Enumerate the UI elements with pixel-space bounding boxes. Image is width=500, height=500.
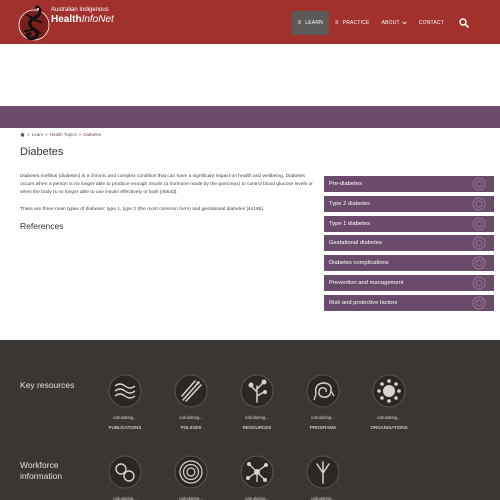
breadcrumb — [20, 132, 101, 137]
site-name-line2 — [51, 15, 114, 25]
watermark-icon — [468, 296, 490, 310]
workforce-item[interactable] — [298, 455, 348, 500]
topic-banner — [0, 106, 500, 128]
workforce-heading — [20, 460, 62, 482]
key-resources-heading: Key resources — [20, 380, 75, 390]
breadcrumb-separator: > — [27, 132, 30, 137]
workforce-item[interactable] — [166, 455, 216, 500]
search-button[interactable] — [450, 11, 476, 35]
main-nav — [292, 11, 476, 35]
programs-icon — [306, 374, 340, 408]
watermark-icon — [468, 177, 490, 191]
resource-count: calculating... — [377, 415, 401, 420]
site-footer — [0, 340, 500, 500]
sidebar-item-diabetes-complications[interactable] — [324, 255, 494, 271]
nav-contact-label: CONTACT — [418, 20, 444, 26]
policies-icon — [174, 374, 208, 408]
menu-lines-icon: ≡ — [297, 20, 302, 26]
nav-practice[interactable] — [329, 11, 376, 35]
page-title: Diabetes — [20, 146, 64, 158]
breadcrumb-health-topics[interactable]: Health Topics — [49, 132, 77, 137]
home-icon[interactable] — [20, 132, 25, 137]
watermark-icon — [468, 256, 490, 270]
sidebar-item-risk-and-protective-factors[interactable] — [324, 295, 494, 311]
nav-practice-label: PRACTICE — [342, 20, 370, 26]
workforce-icon-4 — [306, 455, 340, 489]
resource-resources[interactable] — [232, 374, 282, 430]
types-paragraph: There are three main types of diabetes: type 1, type 2 (the most common form) and gestational diabetes [44185]. — [20, 207, 265, 212]
sidebar-item-label: Pre-diabetes — [329, 181, 362, 187]
resource-count: calculating... — [179, 415, 203, 420]
workforce-heading-line2: information — [20, 471, 63, 481]
site-name[interactable] — [51, 7, 114, 25]
sidebar-item-pre-diabetes[interactable] — [324, 176, 494, 192]
resource-label: PROGRAMS — [309, 425, 337, 430]
site-name-line1: Australian Indigenous — [51, 7, 109, 13]
workforce-icon-2 — [174, 455, 208, 489]
intro-paragraph: Diabetes mellitus (diabetes) is a chronic and complex condition that can have a significant impact on health and wellbeing. Diabetes occurs when a person is no longer able to produce enough insulin (a hormone made by the pancreas) to control blood glucose levels or when the body is no longer able to use insulin effectively or both [45543]. — [20, 174, 313, 195]
breadcrumb-diabetes[interactable]: Diabetes — [83, 132, 102, 137]
sidebar-item-label: Prevention and management — [329, 279, 404, 286]
menu-lines-icon: ≡ — [334, 20, 339, 26]
sidebar-item-label: Gestational diabetes — [329, 240, 382, 247]
sidebar-item-prevention-and-management[interactable] — [324, 275, 494, 291]
site-name-main: Health — [51, 14, 82, 25]
resource-label: ORGANISATIONS — [370, 425, 408, 430]
breadcrumb-separator: > — [78, 132, 82, 137]
publications-icon — [108, 374, 142, 408]
workforce-count: calculating... — [245, 496, 269, 500]
organisations-icon — [372, 374, 406, 408]
site-name-italic: InfoNet — [81, 14, 114, 25]
sidebar-item-label: Type 2 diabetes — [329, 200, 370, 207]
subtopic-sidebar — [324, 176, 494, 315]
workforce-icon-3 — [240, 455, 274, 489]
workforce-heading-line1: Workforce — [20, 460, 59, 470]
resource-programs[interactable] — [298, 374, 348, 430]
resource-count: calculating... — [311, 415, 335, 420]
workforce-count: calculating... — [311, 496, 335, 500]
workforce-item[interactable] — [100, 455, 150, 500]
workforce-item[interactable] — [232, 455, 282, 500]
references-heading[interactable]: References — [20, 221, 64, 231]
resource-count: calculating... — [113, 415, 137, 420]
watermark-icon — [468, 217, 490, 231]
sidebar-item-label: Risk and protective factors — [329, 299, 398, 306]
resource-label: RESOURCES — [242, 425, 272, 430]
sidebar-item-label: Diabetes complications — [329, 260, 389, 267]
resource-label: PUBLICATIONS — [108, 425, 142, 430]
nav-contact[interactable] — [413, 11, 450, 35]
chevron-down-icon — [402, 21, 407, 25]
gecko-logo-icon[interactable] — [18, 4, 50, 42]
nav-learn-label: LEARN — [305, 20, 323, 26]
breadcrumb-learn[interactable]: Learn — [31, 132, 44, 137]
resources-icon — [240, 374, 274, 408]
sidebar-item-type-1-diabetes[interactable] — [324, 216, 494, 232]
nav-about[interactable] — [376, 11, 413, 35]
workforce-icon-1 — [108, 455, 142, 489]
site-header — [0, 0, 500, 44]
watermark-icon — [468, 236, 490, 250]
resource-count: calculating... — [245, 415, 269, 420]
watermark-icon — [468, 197, 490, 211]
sidebar-item-type-2-diabetes[interactable] — [324, 196, 494, 212]
resource-label: POLICIES — [180, 425, 202, 430]
workforce-count: calculating... — [179, 496, 203, 500]
sidebar-item-label: Type 1 diabetes — [329, 220, 370, 227]
resource-publications[interactable] — [100, 374, 150, 430]
resource-organisations[interactable] — [364, 374, 414, 430]
nav-about-label: ABOUT — [381, 20, 400, 26]
resource-policies[interactable] — [166, 374, 216, 430]
sidebar-item-gestational-diabetes[interactable] — [324, 235, 494, 251]
search-icon — [458, 17, 470, 29]
breadcrumb-separator: > — [45, 132, 48, 137]
nav-learn[interactable] — [292, 11, 329, 35]
workforce-count: calculating... — [113, 496, 137, 500]
watermark-icon — [468, 276, 490, 290]
